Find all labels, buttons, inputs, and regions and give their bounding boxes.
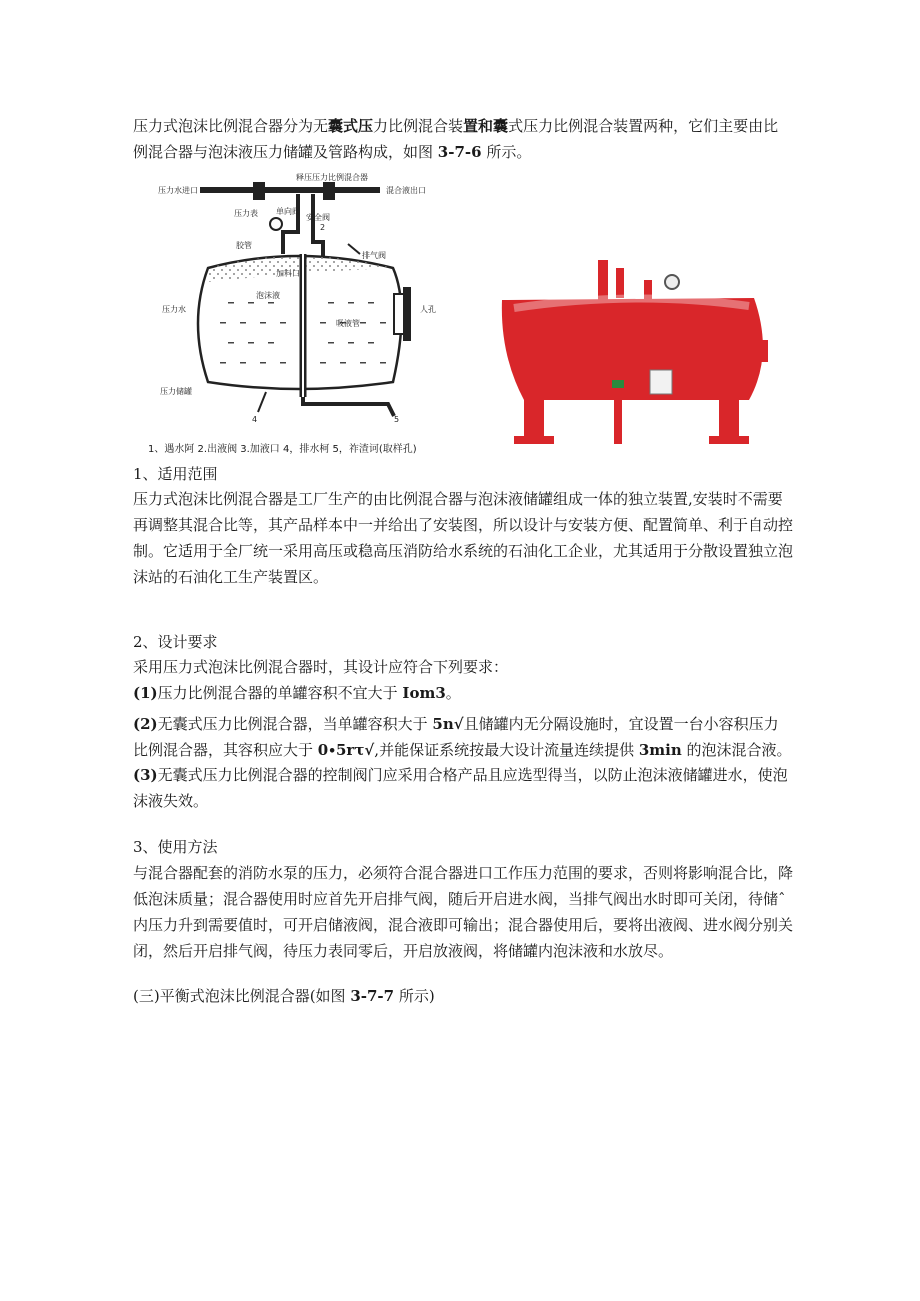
- requirement-1: (1)压力比例混合器的单罐容积不宜大于 Iom3。: [133, 684, 461, 702]
- intro-paragraph: 压力式泡沫比例混合器分为无囊式压力比例混合装置和囊式压力比例混合装置两种，它们主要由比例混合器与泡沫液压力储罐及管路构成，如图 3-7-6 所示。: [133, 117, 779, 161]
- label-outlet: 混合液出口: [386, 186, 426, 195]
- section-1-title: 1、适用范围: [133, 465, 218, 483]
- tank-photo: [494, 260, 784, 455]
- tank-schematic-diagram: [148, 172, 448, 434]
- section-1-body: 压力式泡沫比例混合器是工厂生产的由比例混合器与泡沫液储罐组成一体的独立装置,安装时不需要再调整其混合比等，其产品样本中一并给出了安装图，所以设计与安装方便、配置简单、利于自动控制。它适用于全厂统一采用高压或稳高压消防给水系统的石油化工企业，尤其适用于分散设置独立泡沫站的石油化工生产装置区。: [133, 490, 794, 586]
- label-check-valve: 单向阀: [276, 207, 300, 216]
- requirement-3: (3)无囊式压力比例混合器的控制阀门应采用合格产品且应选型得当，以防止泡沫液储罐进水，使泡沫液失效。: [133, 766, 788, 810]
- figure-3-7-6: [148, 172, 788, 460]
- label-inlet: 压力水进口: [158, 186, 198, 195]
- label-num-2: 2: [320, 223, 326, 232]
- label-vent-valve: 排气阀: [362, 251, 386, 260]
- label-pressure-tank: 压力储罐: [160, 387, 192, 396]
- figure-caption: 1、遇水阿 2.出液阀 3.加液口 4，排水柯 5，祚渣诃(取样孔): [148, 444, 417, 455]
- label-safety-valve: 安全阀: [306, 213, 330, 222]
- requirement-2: (2)无囊式压力比例混合器，当单罐容积大于 5n√且储罐内无分隔设施时，宜设置一台小容积压力比例混合器，其容积应大于 0∙5rτ√,并能保证系统按最大设计流量连续提供 3min 的泡沫混合液。: [133, 715, 792, 759]
- label-foam-liquid: 泡沫液: [256, 291, 280, 300]
- label-gauge: 压力表: [234, 209, 258, 218]
- section-3-body: 与混合器配套的消防水泵的压力，必须符合混合器进口工作压力范围的要求，否则将影响混合比，降低泡沫质量；混合器使用时应首先开启排气阀，随后开启进水阀，当排气阀出水时即可关闭，待储ˆ内压力升到需要值时，可开启储液阀，混合液即可输出；混合器使用后，要将出液阀、进水阀分别关闭，然后开启排气阀，待压力表同零后，开启放液阀，将储罐内泡沫液和水放尽。: [133, 864, 794, 960]
- label-feed-port: 加料口: [276, 269, 300, 278]
- label-top-device: 释压压力比例混合器: [296, 173, 368, 182]
- label-pressure-water: 压力水: [162, 305, 186, 314]
- label-suction-pipe: 吸液管: [336, 319, 360, 328]
- section-2-title: 2、设计要求: [133, 633, 218, 651]
- label-rubber-tube: 胶管: [236, 241, 252, 250]
- section-2-lead: 采用压力式泡沫比例混合器时，其设计应符合下列要求：: [133, 658, 509, 676]
- section-4-heading: (三)平衡式泡沫比例混合器(如图 3-7-7 所示): [133, 987, 435, 1005]
- label-manhole: 人孔: [420, 305, 436, 314]
- label-num-5: 5: [394, 415, 400, 424]
- section-3-title: 3、使用方法: [133, 838, 218, 856]
- label-num-4: 4: [252, 415, 258, 424]
